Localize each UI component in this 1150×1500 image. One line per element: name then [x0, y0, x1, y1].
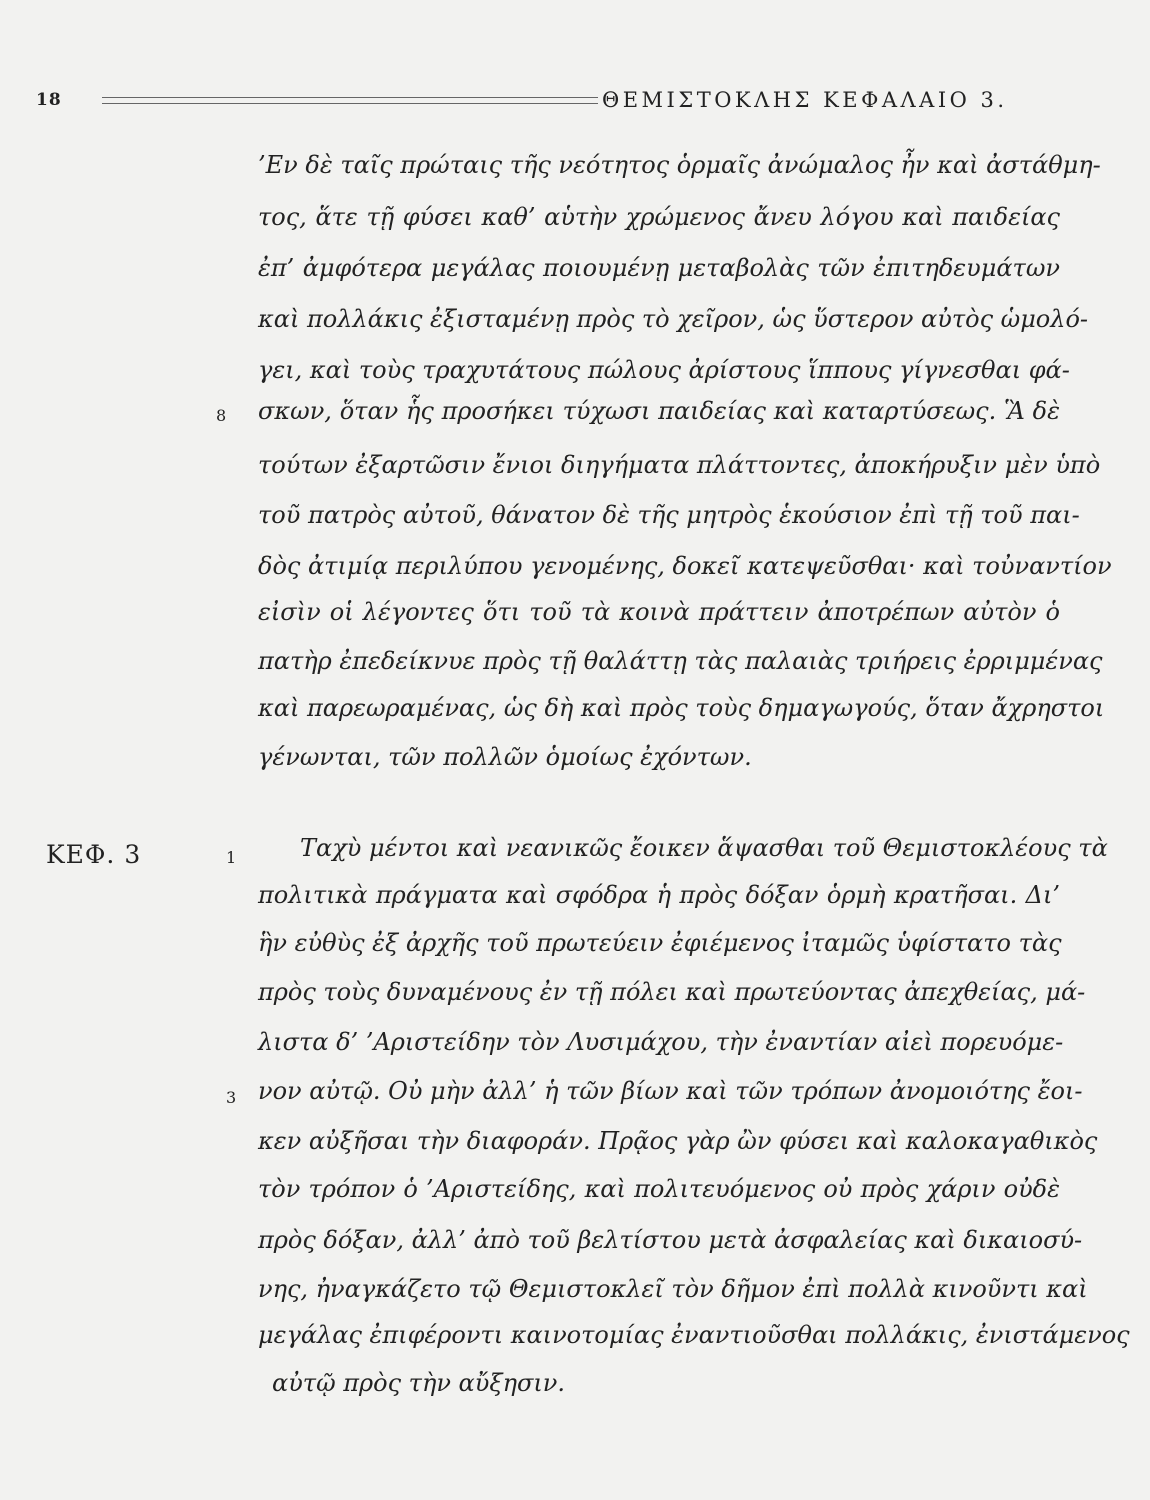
margin-line-number: 1 [226, 848, 237, 867]
text-line: ἣν εὐθὺς ἐξ ἀρχῆς τοῦ πρωτεύειν ἐφιέμενος ἰταμῶς ὑφίστατο τὰς [258, 929, 1062, 957]
text-line: εἰσὶν οἱ λέγοντες ὅτι τοῦ τὰ κοινὰ πράττειν ἀποτρέπων αὐτὸν ὁ [258, 598, 1060, 626]
text-line: γένωνται, τῶν πολλῶν ὁμοίως ἐχόντων. [258, 743, 752, 771]
text-line: πρὸς δόξαν, ἀλλ’ ἀπὸ τοῦ βελτίστου μετὰ ἀσφαλείας καὶ δικαιοσύ- [258, 1226, 1083, 1254]
text-line: πρὸς τοὺς δυναμένους ἐν τῇ πόλει καὶ πρωτεύοντας ἀπεχθείας, μά- [258, 978, 1086, 1006]
text-line: γει, καὶ τοὺς τραχυτάτους πώλους ἀρίστους ἵππους γίγνεσθαι φά- [258, 356, 1070, 384]
text-line: πατὴρ ἐπεδείκνυε πρὸς τῇ θαλάττῃ τὰς παλαιὰς τριήρεις ἐρριμμένας [258, 647, 1103, 675]
text-line: τὸν τρόπον ὁ ’Αριστείδης, καὶ πολιτευόμενος οὐ πρὸς χάριν οὐδὲ [258, 1175, 1060, 1203]
text-line: τούτων ἐξαρτῶσιν ἔνιοι διηγήματα πλάττοντες, ἀποκήρυξιν μὲν ὑπὸ [258, 451, 1101, 479]
text-line: τοῦ πατρὸς αὐτοῦ, θάνατον δὲ τῆς μητρὸς ἑκούσιον ἐπὶ τῇ τοῦ παι- [258, 501, 1080, 529]
text-line: ’Εν δὲ ταῖς πρώταις τῆς νεότητος ὁρμαῖς ἀνώμαλος ἦν καὶ ἀστάθμη- [258, 151, 1101, 179]
page-number: 18 [36, 90, 62, 110]
margin-line-number: 3 [226, 1088, 237, 1107]
text-line: δὸς ἀτιμίᾳ περιλύπου γενομένης, δοκεῖ κατεψεῦσθαι· καὶ τοὐναντίον [258, 552, 1112, 580]
text-line: πολιτικὰ πράγματα καὶ σφόδρα ἡ πρὸς δόξαν ὁρμὴ κρατῆσαι. Δι’ [258, 881, 1060, 909]
running-head: ΘΕΜΙΣΤΟΚΛΗΣ ΚΕΦΑΛΑΙΟ 3. [602, 88, 1008, 112]
text-line: νης, ἠναγκάζετο τῷ Θεμιστοκλεῖ τὸν δῆμον ἐπὶ πολλὰ κινοῦντι καὶ [258, 1275, 1088, 1303]
text-line: ἐπ’ ἀμφότερα μεγάλας ποιουμένῃ μεταβολὰς τῶν ἐπιτηδευμάτων [258, 254, 1060, 282]
margin-line-number: 8 [216, 406, 227, 425]
chapter-label: ΚΕΦ. 3 [46, 840, 142, 869]
text-line: νον αὐτῷ. Οὐ μὴν ἀλλ’ ἡ τῶν βίων καὶ τῶν τρόπων ἀνομοιότης ἔοι- [258, 1077, 1083, 1105]
text-line: τος, ἅτε τῇ φύσει καθ’ αὑτὴν χρώμενος ἄνευ λόγου καὶ παιδείας [258, 203, 1060, 231]
page-header [36, 88, 1056, 118]
text-line: λιστα δ’ ’Αριστείδην τὸν Λυσιμάχου, τὴν ἐναντίαν αἰεὶ πορευόμε- [258, 1028, 1064, 1056]
text-line: κεν αὐξῆσαι τὴν διαφοράν. Πρᾷος γὰρ ὢν φύσει καὶ καλοκαγαθικὸς [258, 1127, 1098, 1155]
text-line: σκων, ὅταν ἧς προσήκει τύχωσι παιδείας καὶ καταρτύσεως. Ἃ δὲ [258, 397, 1060, 425]
text-line: μεγάλας ἐπιφέροντι καινοτομίας ἐναντιοῦσθαι πολλάκις, ἐνιστάμενος [258, 1321, 1130, 1349]
text-line: καὶ πολλάκις ἐξισταμένῃ πρὸς τὸ χεῖρον, ὡς ὕστερον αὐτὸς ὡμολό- [258, 305, 1089, 333]
text-line: Ταχὺ μέντοι καὶ νεανικῶς ἔοικεν ἅψασθαι τοῦ Θεμιστοκλέους τὰ [300, 834, 1108, 862]
text-line: αὐτῷ πρὸς τὴν αὔξησιν. [272, 1369, 565, 1397]
text-line: καὶ παρεωραμένας, ὡς δὴ καὶ πρὸς τοὺς δημαγωγούς, ὅταν ἄχρηστοι [258, 694, 1105, 722]
header-rule [102, 97, 598, 104]
